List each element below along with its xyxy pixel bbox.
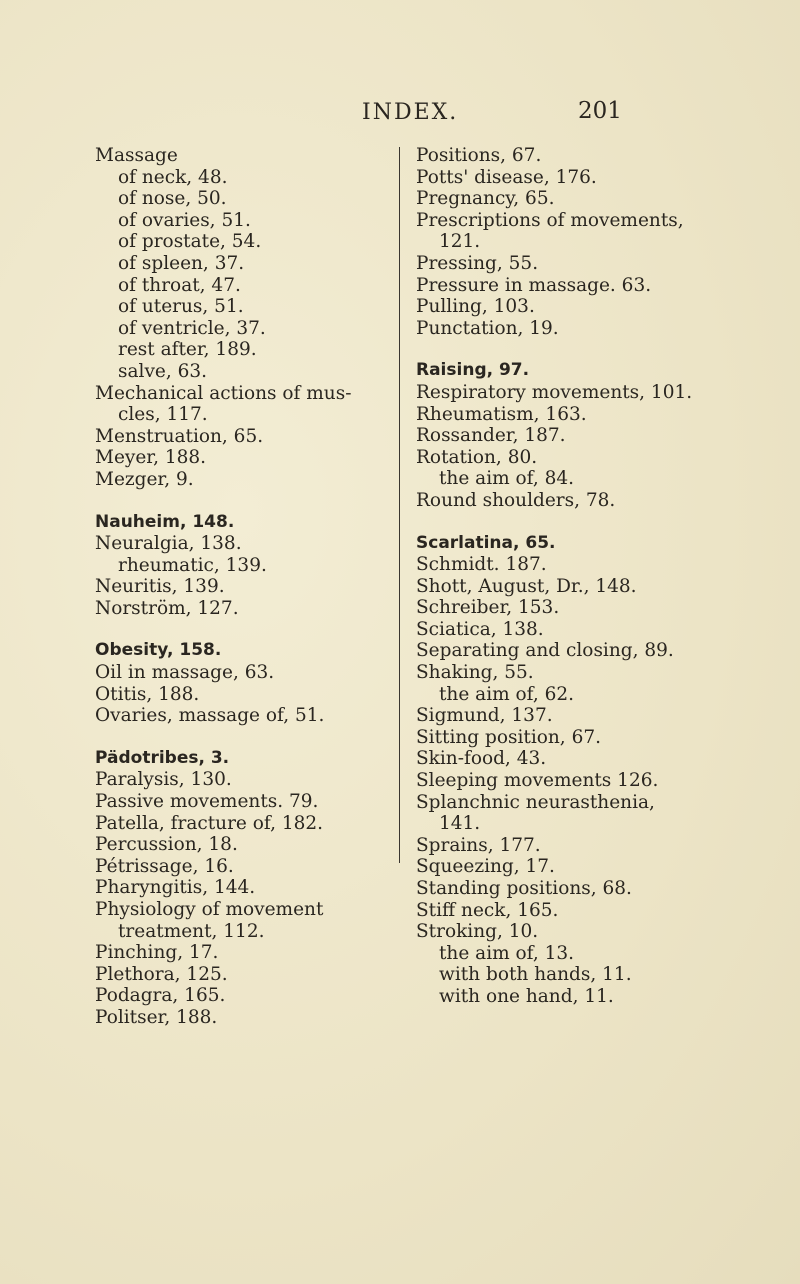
index-entry: Pregnancy, 65.	[416, 188, 555, 210]
index-entry: Ovaries, massage of, 51.	[95, 705, 325, 727]
index-entry: Pharyngitis, 144.	[95, 877, 256, 899]
index-subentry: rest after, 189.	[118, 339, 257, 361]
index-entry: Skin-food, 43.	[416, 748, 547, 770]
index-entry: Norström, 127.	[95, 597, 239, 619]
index-subentry: of spleen, 37.	[118, 252, 245, 274]
index-entry: Patella, fracture of, 182.	[95, 812, 324, 834]
index-entry: Sciatica, 138.	[416, 618, 544, 640]
index-subentry: of throat, 47.	[118, 274, 241, 296]
index-entry: Massage	[95, 145, 178, 166]
index-subentry: of nose, 50.	[118, 188, 227, 210]
page-header	[0, 100, 800, 140]
index-subentry: of ventricle, 37.	[118, 317, 266, 339]
index-entry: Separating and closing, 89.	[416, 640, 674, 662]
index-subentry: of ovaries, 51.	[118, 209, 251, 231]
left-index-column	[95, 145, 395, 1029]
index-entry: Mechanical actions of mus-	[95, 382, 352, 404]
index-subentry: the aim of, 84.	[439, 468, 575, 490]
index-entry: Neuralgia, 138.	[95, 533, 242, 555]
index-entry: Plethora, 125.	[95, 963, 228, 985]
index-entry: Paralysis, 130.	[95, 769, 232, 791]
index-entry: Pressing, 55.	[416, 252, 539, 274]
index-subentry: of uterus, 51.	[118, 296, 244, 318]
index-entry: Shaking, 55.	[416, 662, 534, 684]
index-entry: Sleeping movements 126.	[416, 770, 659, 792]
index-subentry: with one hand, 11.	[439, 985, 614, 1007]
index-entry: Raising, 97.	[416, 360, 530, 381]
index-entry: Nauheim, 148.	[95, 511, 235, 532]
index-entry: Positions, 67.	[416, 145, 542, 166]
index-entry: Pinching, 17.	[95, 942, 219, 964]
index-entry: Splanchnic neurasthenia,	[416, 791, 655, 813]
index-subentry: rheumatic, 139.	[118, 554, 267, 576]
index-subentry: salve, 63.	[118, 360, 208, 382]
index-entry: Physiology of movement	[95, 899, 324, 920]
index-entry: Sprains, 177.	[416, 834, 541, 856]
index-entry: Stroking, 10.	[416, 921, 539, 943]
index-subentry: the aim of, 62.	[439, 683, 575, 705]
index-entry: Oil in massage, 63.	[95, 662, 275, 684]
index-entry: Percussion, 18.	[95, 834, 238, 856]
index-entry-continuation: 141.	[439, 813, 481, 835]
index-entry: Sigmund, 137.	[416, 705, 553, 727]
index-entry: Round shoulders, 78.	[416, 489, 616, 511]
index-entry: Podagra, 165.	[95, 985, 226, 1007]
index-entry: Mezger, 9.	[95, 468, 194, 490]
index-entry: Standing positions, 68.	[416, 878, 632, 899]
page-number: 201	[578, 98, 622, 124]
index-entry-continuation: treatment, 112.	[118, 920, 265, 942]
index-entry: Sitting position, 67.	[416, 726, 601, 748]
index-entry: Politser, 188.	[95, 1006, 218, 1028]
index-entry: Respiratory movements, 101.	[416, 381, 693, 403]
index-entry: Potts' disease, 176.	[416, 166, 597, 188]
index-entry: Rossander, 187.	[416, 425, 566, 447]
index-entry-continuation: 121.	[439, 231, 481, 253]
index-entry: Menstruation, 65.	[95, 425, 264, 447]
column-divider	[399, 147, 400, 863]
index-entry: Punctation, 19.	[416, 317, 559, 339]
index-entry: Pädotribes, 3.	[95, 747, 230, 768]
page-title: INDEX.	[362, 100, 459, 125]
index-entry: Prescriptions of movements,	[416, 209, 684, 231]
index-entry: Meyer, 188.	[95, 447, 207, 469]
right-index-column	[416, 145, 796, 1008]
index-subentry: with both hands, 11.	[439, 964, 632, 986]
index-entry: Scarlatina, 65.	[416, 532, 556, 553]
index-subentry: of neck, 48.	[118, 166, 228, 188]
index-entry: Squeezing, 17.	[416, 856, 555, 878]
index-entry: Obesity, 158.	[95, 640, 222, 661]
index-entry: Passive movements. 79.	[95, 791, 319, 813]
index-entry: Neuritis, 139.	[95, 576, 225, 598]
index-entry: Shott, August, Dr., 148.	[416, 575, 637, 597]
index-subentry: the aim of, 13.	[439, 942, 575, 964]
index-entry: Schmidt. 187.	[416, 554, 547, 576]
index-entry-continuation: cles, 117.	[118, 404, 208, 426]
index-entry: Stiff neck, 165.	[416, 899, 559, 921]
index-entry: Pulling, 103.	[416, 296, 535, 318]
index-entry: Pressure in massage. 63.	[416, 274, 652, 296]
index-entry: Otitis, 188.	[95, 683, 200, 705]
index-entry: Rotation, 80.	[416, 446, 538, 468]
index-entry: Pétrissage, 16.	[95, 855, 234, 877]
index-entry: Rheumatism, 163.	[416, 403, 587, 425]
index-subentry: of prostate, 54.	[118, 231, 262, 253]
index-entry: Schreiber, 153.	[416, 597, 560, 619]
